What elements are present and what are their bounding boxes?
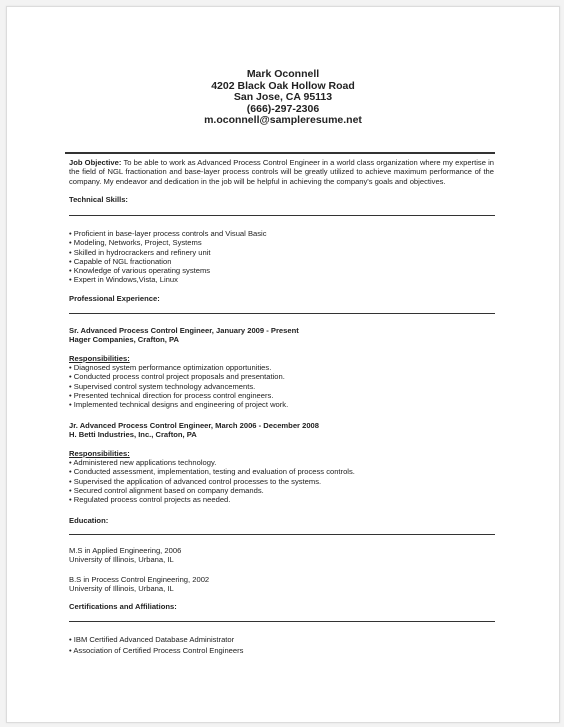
email-address: m.oconnell@sampleresume.net [204, 114, 362, 127]
skill-item: • Skilled in hydrocrackers and refinery unit [69, 247, 211, 257]
job-title: Jr. Advanced Process Control Engineer, March 2006 - December 2008 [69, 421, 319, 430]
phone-number: (666)-297-2306 [246, 102, 320, 115]
responsibility-item: • Administered new applications technology. [69, 458, 217, 467]
skills-divider [69, 215, 495, 216]
responsibility-item: • Presented technical direction for process control engineers. [69, 390, 274, 400]
school: University of Illinois, Urbana, IL [69, 584, 174, 594]
objective-section [69, 158, 494, 186]
resume-page [6, 6, 560, 723]
responsibility-item: • Secured control alignment based on company demands. [69, 485, 264, 495]
responsibility-item: • Conducted assessment, implementation, testing and evaluation of process controls. [69, 467, 355, 477]
responsibilities-list [69, 363, 288, 409]
responsibility-item: • Supervised the application of advanced control processes to the systems. [69, 476, 322, 486]
skills-heading: Technical Skills: [69, 195, 128, 204]
objective-text: To be able to work as Advanced Process Control Engineer in a world class organization where my expertise in the field of NGL fractionation and base-layer process controls will be greatly utilized to achieve maximum performance of the company. My endeavor and dedication in the job will be helpful in achieving the company's goals and objectives. [69, 158, 495, 186]
candidate-name: Mark Oconnell [246, 68, 320, 80]
skill-item: • Proficient in base-layer process controls and Visual Basic [69, 229, 267, 238]
school: University of Illinois, Urbana, IL [69, 555, 174, 565]
responsibilities-label: Responsibilities: [69, 354, 130, 363]
responsibility-item: • Diagnosed system performance optimization opportunities. [69, 363, 272, 372]
certifications-list [69, 634, 243, 656]
skill-item: • Modeling, Networks, Project, Systems [69, 238, 202, 248]
job-title: Sr. Advanced Process Control Engineer, January 2009 - Present [69, 326, 299, 335]
certifications-heading: Certifications and Affiliations: [69, 602, 177, 611]
degree: M.S in Applied Engineering, 2006 [69, 546, 182, 555]
education-entry [69, 575, 209, 594]
degree: B.S in Process Control Engineering, 2002 [69, 575, 210, 584]
responsibilities-label: Responsibilities: [69, 449, 130, 458]
experience-heading: Professional Experience: [69, 294, 160, 303]
header-divider [65, 152, 495, 154]
job-company: Hager Companies, Crafton, PA [69, 335, 179, 344]
responsibility-item: • Conducted process control project proposals and presentation. [69, 372, 285, 382]
responsibility-item: • Supervised control system technology advancements. [69, 381, 256, 391]
education-divider [69, 534, 495, 535]
certification-item: • Association of Certified Process Control Engineers [69, 646, 244, 655]
education-heading: Education: [69, 516, 109, 525]
responsibilities-list [69, 458, 355, 504]
certifications-divider [69, 621, 495, 622]
responsibility-item: • Implemented technical designs and engineering of project work. [69, 400, 289, 410]
city-state-zip: San Jose, CA 95113 [233, 91, 333, 104]
skill-item: • Knowledge of various operating systems [69, 266, 211, 276]
contact-header [7, 69, 559, 127]
objective-label: Job Objective: [69, 158, 122, 167]
education-entry [69, 546, 181, 565]
skills-list [69, 229, 267, 285]
certification-item: • IBM Certified Advanced Database Administrator [69, 635, 235, 644]
responsibility-item: • Regulated process control projects as needed. [69, 495, 231, 505]
skill-item: • Capable of NGL fractionation [69, 256, 172, 266]
street-address: 4202 Black Oak Hollow Road [211, 79, 355, 92]
skill-item: • Expert in Windows,Vista, Linux [69, 275, 178, 285]
job-company: H. Betti Industries, Inc., Crafton, PA [69, 430, 197, 439]
experience-divider [69, 313, 495, 314]
